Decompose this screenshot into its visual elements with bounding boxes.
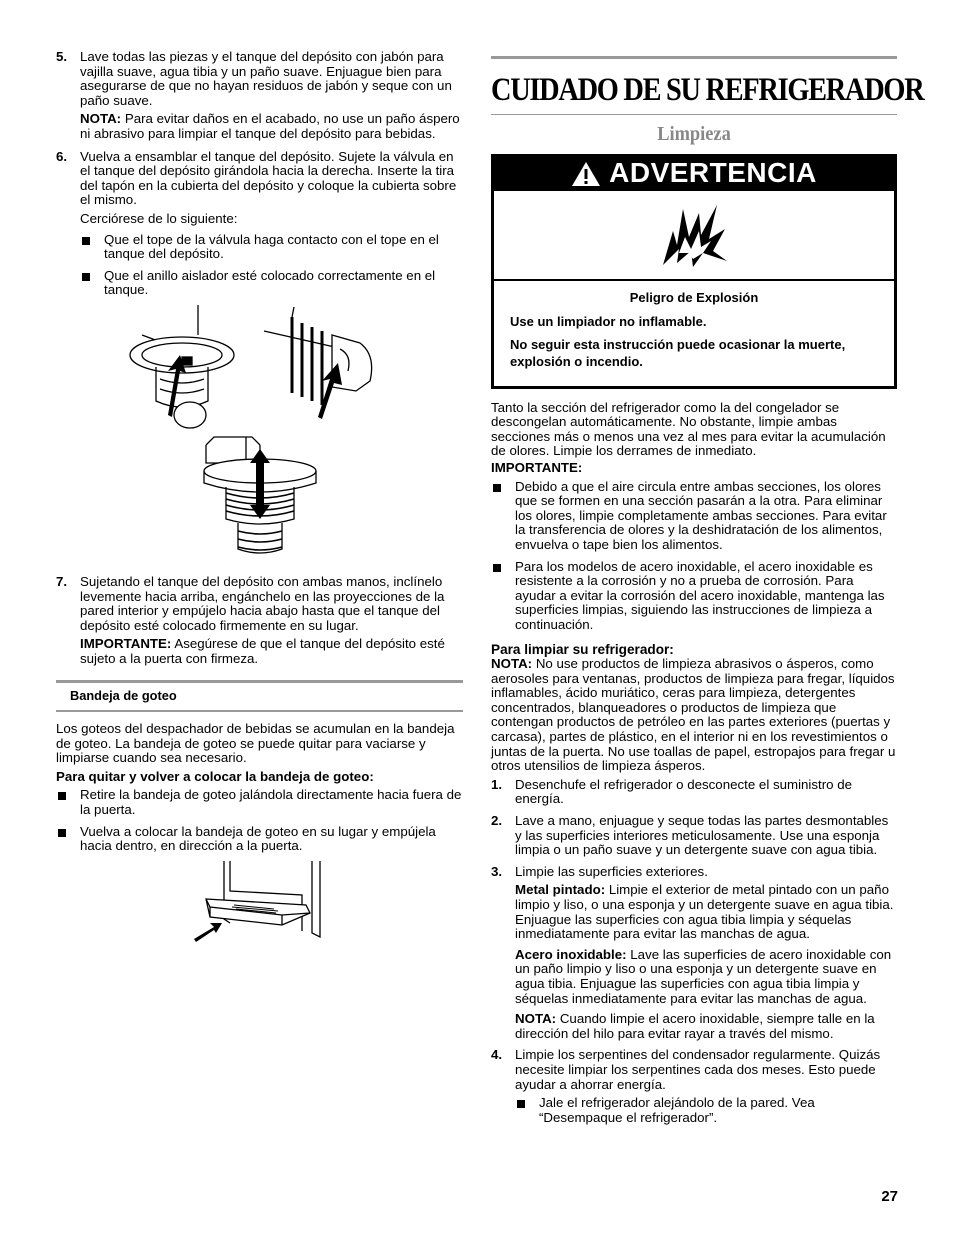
drip-subheading: Para quitar y volver a colocar la bandeja de goteo: <box>56 768 374 784</box>
bullet-icon <box>493 564 501 572</box>
important-note <box>80 637 463 666</box>
step-number: 2. <box>491 813 503 829</box>
painted-metal-text <box>515 883 897 941</box>
section-subtitle: Limpieza <box>657 123 731 145</box>
step-text: Limpie las superficies exteriores. <box>515 863 708 879</box>
stainless-text <box>515 948 897 1006</box>
bullet-icon <box>517 1100 525 1108</box>
note-text: Para evitar daños en el acabado, no use un paño áspero ni abrasivo para limpiar el tanque del depósito para bebidas. <box>80 111 460 141</box>
check-text: Cerciórese de lo siguiente: <box>80 210 238 226</box>
list-item <box>491 560 897 633</box>
clean-step-2 <box>491 814 897 858</box>
important-label: IMPORTANTE: <box>80 636 172 652</box>
painted-metal-body: Limpie el exterior de metal pintado con un paño limpio y liso, o una esponja y un detergente suave en agua tibia. Enjuague las superficies con agua tibia limpia y séquelas inmediatamente para evitar las manchas de agua. <box>515 882 894 942</box>
bullet-text: Debido a que el aire circula entre ambas secciones, los olores que se formen en una sección pasarán a la otra. Para eliminar los olores, limpie completamente ambas secciones. Para evitar la transferencia de olores y la deshidratación de los alimentos, envuelva o tape bien los alimentos. <box>515 478 887 552</box>
list-item <box>56 788 463 817</box>
title-rule <box>491 114 897 115</box>
step-text: Sujetando el tanque del depósito con ambas manos, inclínelo levemente hacia arriba, engánchelo en las proyecciones de la pared interior y empújelo hacia abajo hasta que el tanque del depósito esté colocado firmemente en su lugar. <box>80 573 445 633</box>
valve-assembly-illustration <box>56 305 463 563</box>
page-number: 27 <box>881 1188 898 1205</box>
clean-note <box>491 657 897 774</box>
bullet-text: Retire la bandeja de goteo jalándola directamente hacia fuera de la puerta. <box>80 787 462 818</box>
bullet-icon <box>82 273 90 281</box>
note-text: No use productos de limpieza abrasivos o ásperos, como aerosoles para ventanas, productos de limpieza para fregar, líquidos inflamables, ácido muriático, ceras para limpieza, detergentes concentrados, blanqueadores o productos de limpieza que contengan productos de petróleo en las partes exteriores (puertas y carcasa), partes de plástico, en el interior ni en los revestimientos o juntas de la puerta. No use toallas de papel, estropajos para fregar u otros utensilios de limpieza ásperos. <box>491 656 896 774</box>
bullet-text: Para los modelos de acero inoxidable, el acero inoxidable es resistente a la corrosión y no a prueba de corrosión. Para ayudar a evitar la corrosión del acero inoxidable, mantenga las superficies limpias, siguiendo las instrucciones de limpieza a continuación. <box>515 558 885 632</box>
list-item <box>80 233 463 262</box>
list-item <box>80 269 463 298</box>
clean-heading: Para limpiar su refrigerador: <box>491 641 674 657</box>
left-column <box>56 50 463 947</box>
bullet-text: Jale el refrigerador alejándolo de la pared. Vea “Desempaque el refrigerador”. <box>539 1095 815 1125</box>
step-text: Desenchufe el refrigerador o desconecte el suministro de energía. <box>515 776 853 807</box>
bullet-icon <box>58 792 66 800</box>
bullet-icon <box>82 237 90 245</box>
step-6 <box>56 150 463 298</box>
stainless-body: Lave las superficies de acero inoxidable con un paño limpio y liso o una esponja y un detergente suave en agua tibia. Enjuague las superficies con agua tibia limpia y séquelas inmediatamente para evitar las manchas de agua. <box>515 946 892 1006</box>
warning-title: ADVERTENCIA <box>609 157 817 189</box>
important-text: Asegúrese de que el tanque del depósito esté sujeto a la puerta con firmeza. <box>80 636 445 666</box>
note-label: NOTA: <box>515 1011 557 1027</box>
step-number: 6. <box>56 148 68 164</box>
stainless-label: Acero inoxidable: <box>515 946 627 962</box>
note <box>80 112 463 141</box>
warning-triangle-icon <box>571 161 601 187</box>
step-7 <box>56 575 463 667</box>
clean-step-1 <box>491 778 897 807</box>
warning-box <box>491 154 897 389</box>
bullet-text: Vuelva a colocar la bandeja de goteo en su lugar y empújela hacia dentro, en dirección a la puerta. <box>80 823 436 854</box>
note-label: NOTA: <box>491 656 533 672</box>
list-item <box>491 480 897 553</box>
step-number: 4. <box>491 1047 503 1063</box>
title-rule <box>491 56 897 59</box>
step-text: Vuelva a ensamblar el tanque del depósito. Sujete la válvula en el tanque del depósito girándola hacia la derecha. Inserte la tira del tapón en la cubierta del depósito y coloque la cubierta sobre el mismo. <box>80 148 457 208</box>
step-number: 1. <box>491 776 503 792</box>
section-heading-drip-tray: Bandeja de goteo <box>56 680 463 712</box>
painted-metal-label: Metal pintado: <box>515 882 606 898</box>
danger-line: Peligro de Explosión <box>629 289 759 305</box>
step-5 <box>56 50 463 142</box>
stainless-note <box>515 1012 897 1041</box>
warning-text <box>494 281 894 386</box>
step-number: 7. <box>56 573 68 589</box>
intro-paragraph: Tanto la sección del refrigerador como la del congelador se descongelan automáticamente. No obstante, limpie ambas secciones más o menos una vez al mes para evitar la acumulación de olores. Limpie los derrames de inmediato. <box>491 399 886 459</box>
bullet-icon <box>493 484 501 492</box>
clean-step-4 <box>491 1048 897 1125</box>
bullet-text: Que el tope de la válvula haga contacto con el tope en el tanque del depósito. <box>104 231 439 262</box>
step-text: Lave a mano, enjuague y seque todas las partes desmontables y las superficies interiores meticulosamente. Use una esponja limpia o un paño suave y un detergente suave con agua tibia. <box>515 813 889 858</box>
bullet-text: Que el anillo aislador esté colocado correctamente en el tanque. <box>104 267 436 298</box>
explosion-icon <box>659 201 729 269</box>
step-text: Lave todas las piezas y el tanque del depósito con jabón para vajilla suave, agua tibia y un paño suave. Enjuague bien para asegurarse de que no hayan residuos de jabón y seque con un paño suave. <box>80 49 452 108</box>
note-label: NOTA: <box>80 111 122 127</box>
clean-step-3 <box>491 865 897 1042</box>
step-number: 5. <box>56 49 68 64</box>
step-number: 3. <box>491 863 503 879</box>
warning-header <box>494 157 894 191</box>
page-title: CUIDADO DE SU REFRIGERADOR <box>491 72 924 108</box>
drip-tray-illustration <box>56 861 463 947</box>
right-column <box>491 56 924 1132</box>
step-text: Limpie los serpentines del condensador regularmente. Quizás necesite limpiar los serpentines cada dos meses. Esto puede ayudar a ahorrar energía. <box>515 1047 881 1092</box>
warning-line-1: Use un limpiador no inflamable. <box>510 313 707 329</box>
important-label: IMPORTANTE: <box>491 459 583 475</box>
warning-line-2: No seguir esta instrucción puede ocasionar la muerte, explosión o incendio. <box>510 336 846 369</box>
list-item <box>56 825 463 854</box>
list-item <box>515 1096 897 1125</box>
drip-intro: Los goteos del despachador de bebidas se acumulan en la bandeja de goteo. La bandeja de goteo se puede quitar para vaciarse y limpiarse cuando sea necesario. <box>56 721 455 766</box>
bullet-icon <box>58 829 66 837</box>
note-text: Cuando limpie el acero inoxidable, siempre talle en la dirección del hilo para evitar rayar a través del mismo. <box>515 1011 875 1041</box>
warning-icon-box <box>494 191 894 281</box>
